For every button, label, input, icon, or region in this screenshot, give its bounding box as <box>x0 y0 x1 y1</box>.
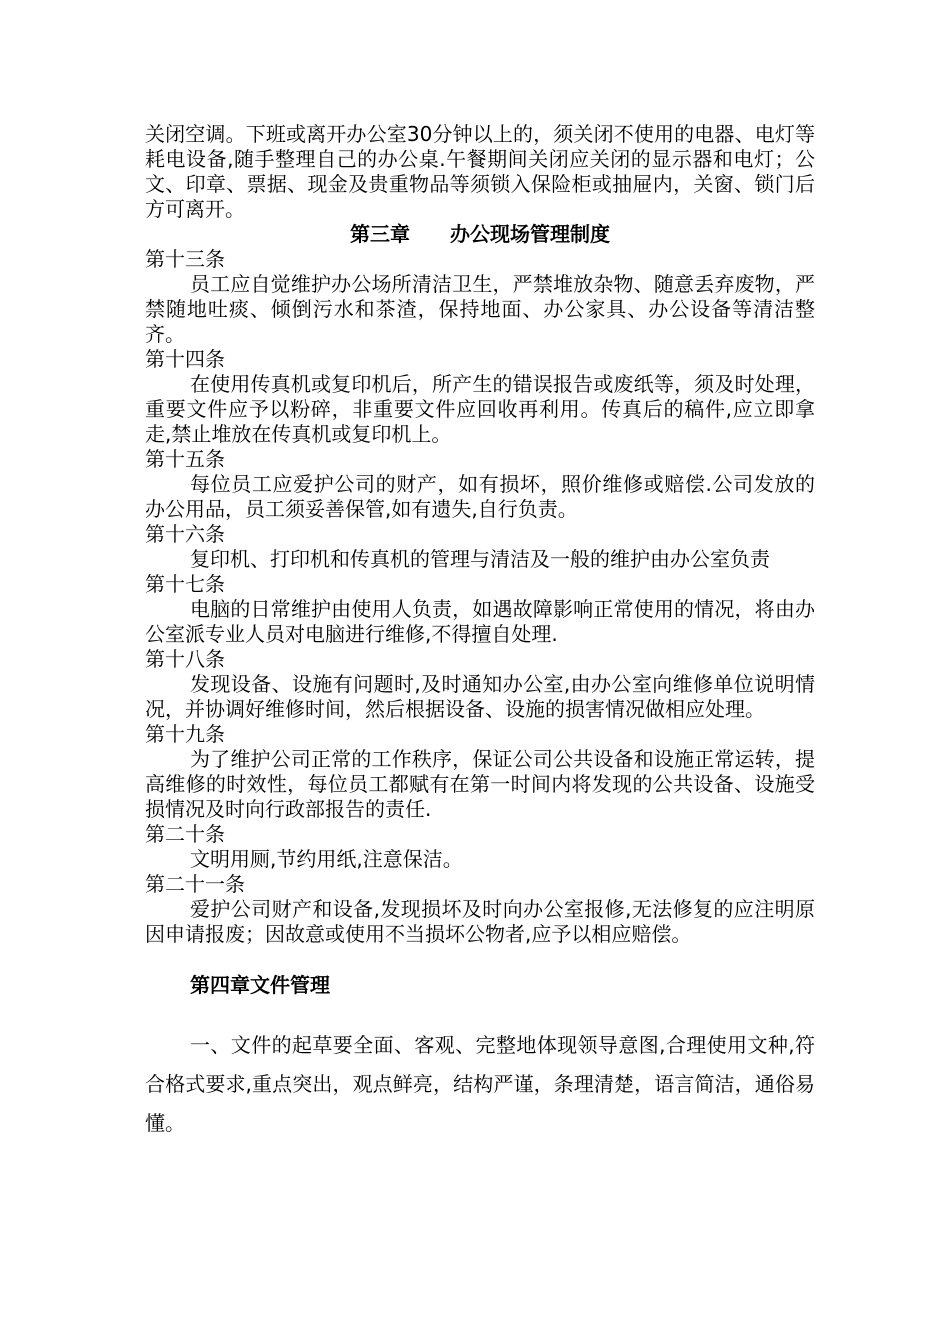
article-title: 第十五条 <box>145 447 225 471</box>
article-14 <box>145 347 815 447</box>
chapter-3-title: 第三章 办公现场管理制度 <box>350 222 610 246</box>
article-16 <box>145 522 815 572</box>
article-text: 爱护公司财产和设备,发现损坏及时向办公室报修,无法修复的应注明原因申请报废；因故意或使用不当损坏公物者,应予以相应赔偿。 <box>145 897 815 946</box>
article-title: 第十六条 <box>145 522 225 546</box>
article-title: 第二十条 <box>145 822 225 846</box>
article-20 <box>145 822 815 872</box>
article-18 <box>145 647 815 722</box>
article-title: 第二十一条 <box>145 872 245 896</box>
chapter-3-articles <box>145 247 815 947</box>
article-text: 电脑的日常维护由使用人负责，如遇故障影响正常使用的情况，将由办公室派专业人员对电脑进行维修,不得擅自处理. <box>145 597 815 646</box>
article-title: 第十七条 <box>145 572 225 596</box>
article-text: 文明用厕,节约用纸,注意保洁。 <box>190 847 463 871</box>
article-13 <box>145 247 815 347</box>
article-text: 在使用传真机或复印机后，所产生的错误报告或废纸等，须及时处理，重要文件应予以粉碎，非重要文件应回收再利用。传真后的稿件,应立即拿走,禁止堆放在传真机或复印机上。 <box>145 372 815 446</box>
article-21 <box>145 872 815 947</box>
article-title: 第十四条 <box>145 347 225 371</box>
document-page <box>145 122 815 1143</box>
chapter-4-paragraph: 一、文件的起草要全面、客观、完整地体现领导意图,合理使用文种,符合格式要求,重点突出，观点鲜亮，结构严谨，条理清楚，语言简洁，通俗易懂。 <box>145 1033 815 1135</box>
article-text: 员工应自觉维护办公场所清洁卫生，严禁堆放杂物、随意丢弃废物，严禁随地吐痰、倾倒污水和茶渣，保持地面、办公家具、办公设备等清洁整齐。 <box>145 272 815 346</box>
article-title: 第十八条 <box>145 647 225 671</box>
article-19 <box>145 722 815 822</box>
article-15 <box>145 447 815 522</box>
chapter-4-title: 第四章文件管理 <box>190 973 330 997</box>
article-title: 第十九条 <box>145 722 225 746</box>
article-text: 每位员工应爱护公司的财产，如有损坏，照价维修或赔偿.公司发放的办公用品，员工须妥善保管,如有遗失,自行负责。 <box>145 472 815 521</box>
article-17 <box>145 572 815 647</box>
lead-paragraph: 关闭空调。下班或离开办公室30分钟以上的，须关闭不使用的电器、电灯等耗电设备,随手整理自己的办公桌.午餐期间关闭应关闭的显示器和电灯；公文、印章、票据、现金及贵重物品等须锁入保险柜或抽屉内，关窗、锁门后方可离开。 <box>145 122 815 221</box>
article-text: 复印机、打印机和传真机的管理与清洁及一般的维护由办公室负责 <box>190 547 770 571</box>
article-text: 为了维护公司正常的工作秩序，保证公司公共设备和设施正常运转，提高维修的时效性，每位员工都赋有在第一时间内将发现的公共设备、设施受损情况及时向行政部报告的责任. <box>145 747 815 821</box>
article-title: 第十三条 <box>145 247 225 271</box>
article-text: 发现设备、设施有问题时,及时通知办公室,由办公室向维修单位说明情况，并协调好维修时间，然后根据设备、设施的损害情况做相应处理。 <box>145 672 815 721</box>
